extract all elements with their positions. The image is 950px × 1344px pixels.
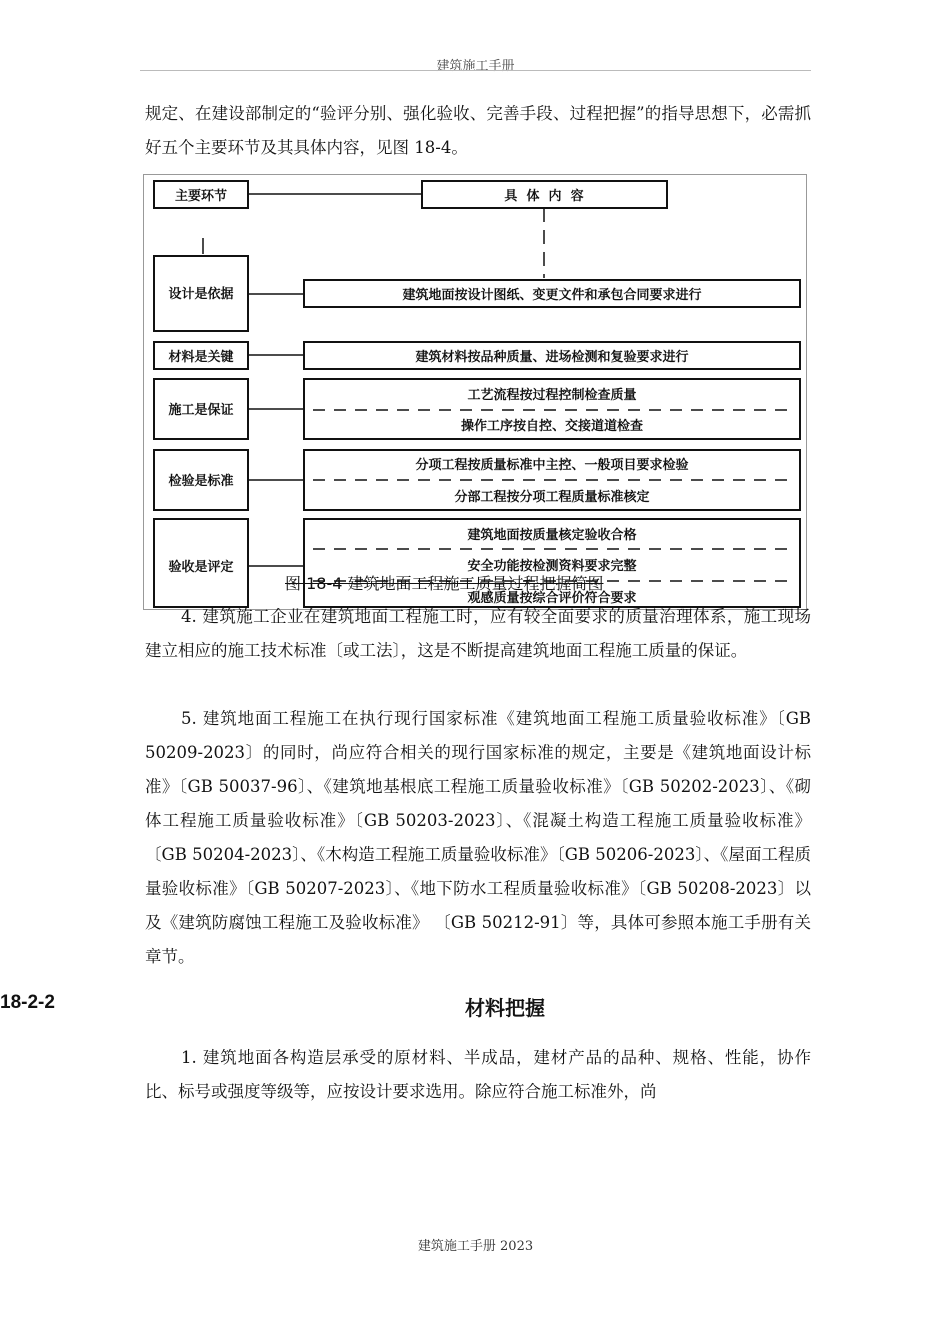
paragraph-5: 5. 建筑地面工程施工在执行现行国家标准《建筑地面工程施工质量验收标准》〔GB 50209-2023〕的同时，尚应符合相关的现行国家标准的规定，主要是《建筑地面设计标准》〔GB 50037-96〕、《建筑地基根底工程施工质量验收标准》〔GB 50202-2023〕、《砌体工程施工质量验收标准》〔GB 50203-2023〕、《混凝土构造工程施工质量验收标准》〔GB 50204-2023〕、《木构造工程施工质量验收标准》〔GB 50206-2023〕、《屋面工程质量验收标准》〔GB 50207-2023〕、《地下防水工程质量验收标准》〔GB 50208-2023〕以及《建筑防腐蚀工程施工及验收标准》 〔GB 50212-91〕等，具体可参照本施工手册有关章节。: [145, 709, 811, 966]
row-inspection: [154, 450, 800, 510]
svg-text:工艺流程按过程控制检查质量: 工艺流程按过程控制检查质量: [467, 388, 637, 403]
svg-text:具 体 内 容: 具 体 内 容: [504, 189, 584, 204]
left-header-box: [154, 181, 248, 208]
svg-text:材料是关键: 材料是关键: [168, 350, 234, 365]
page-header: 建筑施工手册: [436, 59, 515, 74]
section-title: 材料把握: [465, 996, 545, 1020]
svg-text:设计是依据: 设计是依据: [168, 287, 234, 302]
svg-text:检验是标准: 检验是标准: [168, 474, 234, 489]
row-construction: [154, 379, 800, 439]
figure-18-4: [143, 174, 807, 610]
svg-text:建筑材料按品种质量、进场检测和复验要求进行: 建筑材料按品种质量、进场检测和复验要求进行: [415, 350, 689, 365]
svg-text:分项工程按质量标准中主控、一般项目要求检验: 分项工程按质量标准中主控、一般项目要求检验: [415, 458, 689, 473]
row-material: [154, 342, 800, 369]
svg-text:安全功能按检测资料要求完整: 安全功能按检测资料要求完整: [467, 559, 637, 574]
intro-paragraph: 规定、在建设部制定的“验评分别、强化验收、完善手段、过程把握”的指导思想下，必需抓好五个主要环节及其具体内容，见图 18-4。: [145, 104, 811, 157]
svg-text:操作工序按自控、交接道道检查: 操作工序按自控、交接道道检查: [460, 419, 644, 434]
header-divider: [140, 70, 811, 71]
figure-caption: 图 18-4 建筑地面工程施工质量过程把握简图: [285, 574, 604, 593]
svg-text:建筑地面按设计图纸、变更文件和承包合同要求进行: 建筑地面按设计图纸、变更文件和承包合同要求进行: [402, 288, 702, 303]
section-number: 18-2-2: [0, 992, 55, 1013]
row-design: [154, 256, 800, 331]
svg-text:分部工程按分项工程质量标准核定: 分部工程按分项工程质量标准核定: [454, 490, 650, 505]
svg-text:主要环节: 主要环节: [174, 189, 228, 204]
svg-text:建筑地面按质量核定验收合格: 建筑地面按质量核定验收合格: [467, 528, 637, 543]
paragraph-4: 4. 建筑施工企业在建筑地面工程施工时，应有较全面要求的质量治理体系，施工现场建立相应的施工技术标准〔或工法〕，这是不断提高建筑地面工程施工质量的保证。: [145, 607, 811, 660]
page-footer: 建筑施工手册 2023: [417, 1239, 534, 1254]
svg-text:观感质量按综合评价符合要求: 观感质量按综合评价符合要求: [467, 591, 637, 606]
right-header-box: [422, 181, 667, 208]
svg-text:施工是保证: 施工是保证: [168, 403, 234, 418]
svg-text:验收是评定: 验收是评定: [168, 560, 234, 575]
section-paragraph-1: 1. 建筑地面各构造层承受的原材料、半成品，建材产品的品种、规格、性能，协作比、标号或强度等级等，应按设计要求选用。除应符合施工标准外，尚: [145, 1048, 811, 1101]
